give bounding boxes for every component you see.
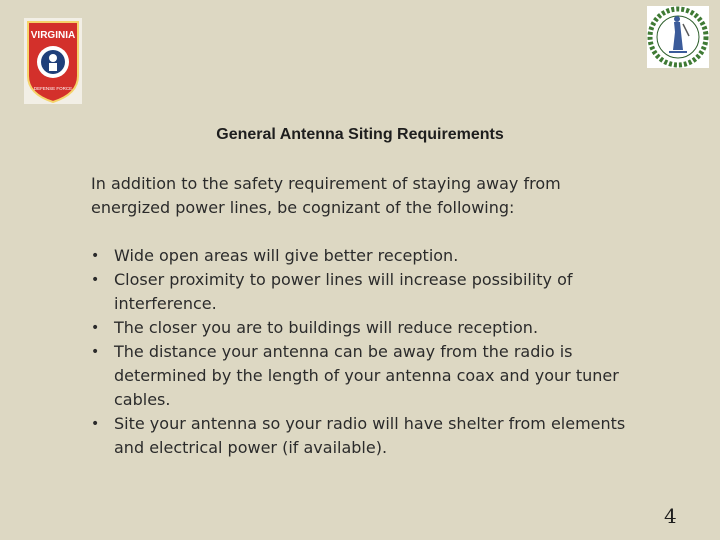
page-number: 4	[664, 504, 677, 528]
list-item-text: Site your antenna so your radio will have shelter from elements and electrical power (if available).	[114, 414, 626, 457]
bullet-icon: •	[91, 248, 100, 264]
logo-text-defense-force: DEFENSE FORCE	[33, 86, 73, 91]
list-item	[91, 316, 651, 340]
list-item	[91, 340, 651, 412]
logo-text-virginia: VIRGINIA	[30, 30, 76, 41]
virginia-seal-logo	[647, 6, 709, 68]
state-seal-icon	[647, 6, 709, 68]
list-item	[91, 268, 651, 316]
list-item-text: The closer you are to buildings will reduce reception.	[114, 318, 539, 337]
list-item-text: Wide open areas will give better reception.	[114, 246, 459, 265]
bullet-icon: •	[91, 320, 100, 336]
requirements-list	[91, 244, 651, 460]
slide-title: General Antenna Siting Requirements	[216, 126, 504, 143]
list-item	[91, 244, 651, 268]
vdf-patch-icon	[24, 18, 82, 104]
list-item-text: Closer proximity to power lines will increase possibility of interference.	[114, 270, 573, 313]
list-item	[91, 412, 651, 460]
bullet-icon: •	[91, 416, 100, 432]
intro-paragraph: In addition to the safety requirement of staying away from energized power lines, be cognizant of the following:	[91, 174, 561, 217]
virginia-defense-force-logo	[24, 18, 82, 104]
bullet-icon: •	[91, 272, 100, 288]
bullet-icon: •	[91, 344, 100, 360]
list-item-text: The distance your antenna can be away from the radio is determined by the length of your antenna coax and your tuner cables.	[114, 342, 619, 409]
